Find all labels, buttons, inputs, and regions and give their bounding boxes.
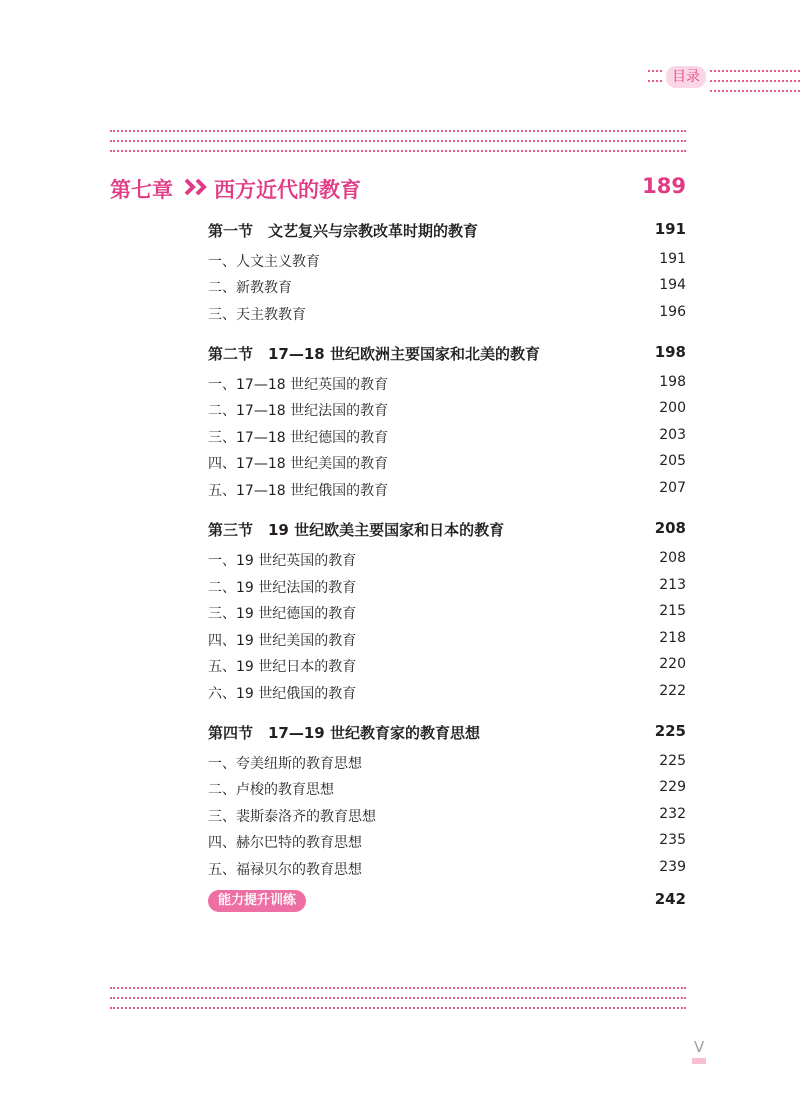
item-title: 四、17—18 世纪美国的教育	[208, 456, 389, 472]
toc-section[interactable]	[208, 343, 686, 365]
item-page: 194	[659, 277, 686, 293]
item-page: 229	[659, 779, 686, 795]
item-page: 232	[659, 806, 686, 822]
toc-item[interactable]	[208, 832, 686, 854]
section-page: 208	[654, 519, 686, 537]
toc-item[interactable]	[208, 603, 686, 625]
bottom-separator-1	[110, 987, 686, 989]
toc-item[interactable]	[208, 400, 686, 422]
header-dotted-line-left	[648, 70, 662, 72]
item-title: 四、赫尔巴特的教育思想	[208, 835, 362, 851]
chapter-number: 第七章	[110, 178, 173, 202]
item-title: 五、17—18 世纪俄国的教育	[208, 483, 389, 499]
item-page: 222	[659, 683, 686, 699]
item-title: 二、新教教育	[208, 280, 292, 296]
header-tag: 目录	[666, 66, 706, 88]
toc-section[interactable]	[208, 220, 686, 242]
toc-item[interactable]	[208, 656, 686, 678]
item-title: 五、19 世纪日本的教育	[208, 659, 357, 675]
toc-item[interactable]	[208, 304, 686, 326]
toc-item[interactable]	[208, 427, 686, 449]
item-title: 三、裴斯泰洛齐的教育思想	[208, 809, 376, 825]
chapter-page: 189	[642, 174, 686, 198]
item-page: 235	[659, 832, 686, 848]
toc-item[interactable]	[208, 779, 686, 801]
item-title: 一、19 世纪英国的教育	[208, 553, 357, 569]
item-page: 198	[659, 374, 686, 390]
item-page: 191	[659, 251, 686, 267]
section-title: 第二节 17—18 世纪欧洲主要国家和北美的教育	[208, 345, 540, 363]
section-page: 225	[654, 722, 686, 740]
practice-badge[interactable]: 能力提升训练	[208, 890, 306, 912]
item-page: 213	[659, 577, 686, 593]
header-dotted-line-right-3	[710, 90, 800, 92]
section-title: 第三节 19 世纪欧美主要国家和日本的教育	[208, 521, 505, 539]
item-title: 三、17—18 世纪德国的教育	[208, 430, 389, 446]
header-dotted-line-right-2	[710, 80, 800, 82]
item-page: 196	[659, 304, 686, 320]
item-page: 205	[659, 453, 686, 469]
page-number: V	[694, 1038, 705, 1056]
double-chevron-icon	[184, 176, 210, 198]
item-page: 220	[659, 656, 686, 672]
item-title: 一、夸美纽斯的教育思想	[208, 756, 362, 772]
toc-section[interactable]	[208, 722, 686, 744]
toc-item[interactable]	[208, 683, 686, 705]
toc-item[interactable]	[208, 753, 686, 775]
item-title: 二、17—18 世纪法国的教育	[208, 403, 389, 419]
toc-item[interactable]	[208, 859, 686, 881]
practice-page: 242	[654, 890, 686, 908]
section-page: 198	[654, 343, 686, 361]
item-page: 239	[659, 859, 686, 875]
item-title: 六、19 世纪俄国的教育	[208, 686, 357, 702]
toc-item[interactable]	[208, 277, 686, 299]
item-title: 二、卢梭的教育思想	[208, 782, 334, 798]
section-title: 第四节 17—19 世纪教育家的教育思想	[208, 724, 480, 742]
toc-item[interactable]	[208, 251, 686, 273]
item-title: 三、天主教教育	[208, 307, 306, 323]
top-separator-3	[110, 150, 686, 152]
toc-section[interactable]	[208, 519, 686, 541]
item-page: 200	[659, 400, 686, 416]
page-marker	[692, 1058, 706, 1064]
item-title: 二、19 世纪法国的教育	[208, 580, 357, 596]
bottom-separator-2	[110, 997, 686, 999]
section-page: 191	[654, 220, 686, 238]
top-separator-2	[110, 140, 686, 142]
item-page: 208	[659, 550, 686, 566]
toc-item[interactable]	[208, 577, 686, 599]
chapter-heading[interactable]	[110, 172, 686, 206]
section-title: 第一节 文艺复兴与宗教改革时期的教育	[208, 222, 479, 240]
toc-item[interactable]	[208, 550, 686, 572]
chapter-title: 西方近代的教育	[214, 178, 361, 202]
toc-item[interactable]	[208, 480, 686, 502]
top-separator-1	[110, 130, 686, 132]
toc-item[interactable]	[208, 374, 686, 396]
bottom-separator-3	[110, 1007, 686, 1009]
item-title: 三、19 世纪德国的教育	[208, 606, 357, 622]
toc-item[interactable]	[208, 630, 686, 652]
item-title: 四、19 世纪美国的教育	[208, 633, 357, 649]
toc-item[interactable]	[208, 453, 686, 475]
item-title: 一、人文主义教育	[208, 254, 320, 270]
header-dotted-line-left-2	[648, 80, 662, 82]
item-title: 一、17—18 世纪英国的教育	[208, 377, 389, 393]
header-dotted-line-right	[710, 70, 800, 72]
item-page: 218	[659, 630, 686, 646]
item-page: 225	[659, 753, 686, 769]
item-title: 五、福禄贝尔的教育思想	[208, 862, 362, 878]
item-page: 207	[659, 480, 686, 496]
toc-item[interactable]	[208, 806, 686, 828]
item-page: 215	[659, 603, 686, 619]
item-page: 203	[659, 427, 686, 443]
